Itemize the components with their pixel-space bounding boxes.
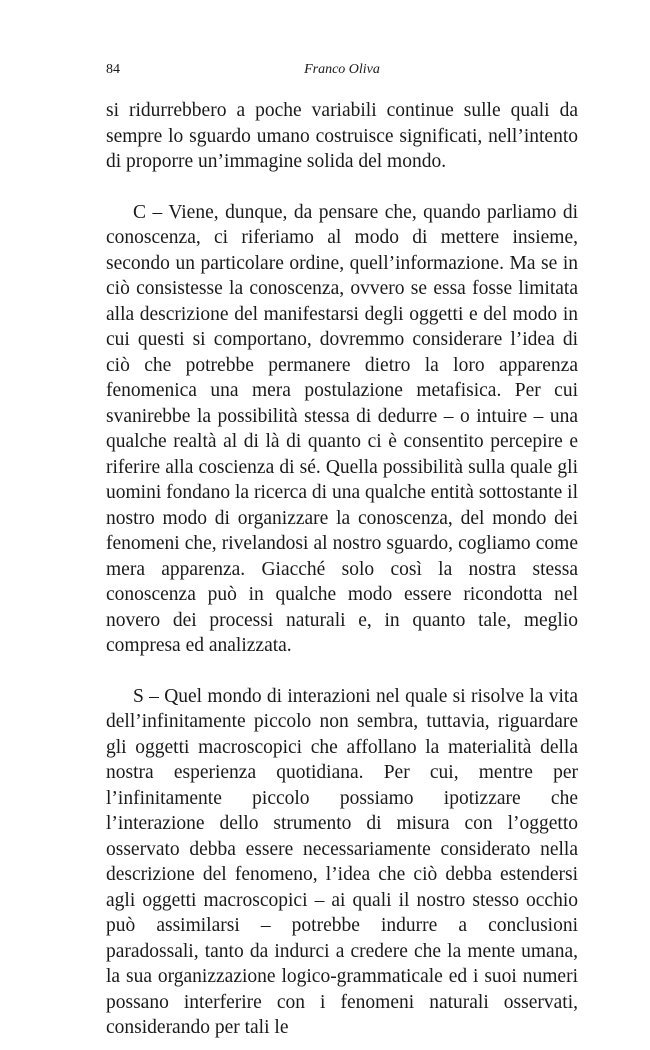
book-page — [106, 58, 578, 1041]
running-head-author: Franco Oliva — [304, 62, 380, 77]
body-text — [106, 98, 578, 1041]
paragraph-s: S – Quel mondo di interazioni nel quale si risolve la vita dell’infinitamente piccolo non sembra, tuttavia, riguardare gli oggetti macroscopici che affollano la materialità della nostra esperienza quotidiana. Per cui, mentre per l’infinitamente piccolo possiamo ipotizzare che l’interazione dello strumento di misura con l’oggetto osservato debba essere necessariamente considerato nella descrizione del fenomeno, l’idea che ciò debba estendersi agli oggetti macroscopici – ai quali il nostro stesso occhio può assimilarsi – potrebbe indurre a conclusioni paradossali, tanto da indurci a credere che la mente umana, la sua organizzazione logico-grammaticale ed i suoi numeri possano interferire con i fenomeni naturali osservati, considerando per tali le — [106, 685, 578, 1038]
paragraph-continuation: si ridurrebbero a poche variabili continue sulle quali da sempre lo sguardo umano costruisce significati, nell’intento di proporre un’immagine solida del mondo. — [106, 100, 578, 172]
paragraph-c: C – Viene, dunque, da pensare che, quando parliamo di conoscenza, ci riferiamo al modo di mettere insieme, secondo un particolare ordine, quell’informazione. Ma se in ciò consistesse la conoscenza, ovvero se essa fosse limitata alla descrizione del manifestarsi degli oggetti e del modo in cui questi si comportano, dovremmo considerare l’idea di ciò che potrebbe permanere dietro la loro apparenza fenomenica una mera postulazione metafisica. Per cui svanirebbe la possibilità stessa di dedurre – o intuire – una qualche realtà al di là di quanto ci è consentito percepire e riferire alla coscienza di sé. Quella possibilità sulla quale gli uomini fondano la ricerca di una qualche entità sottostante il nostro modo di organizzare la conoscenza, del mondo dei fenomeni che, rivelandosi al nostro sguardo, cogliamo come mera apparenza. Giacché solo così la nostra stessa conoscenza può in qualche modo essere ricondotta nel novero dei processi naturali e, in quanto tale, meglio compresa ed analizzata. — [106, 201, 578, 656]
page-number: 84 — [106, 62, 120, 77]
page-header — [106, 58, 578, 84]
